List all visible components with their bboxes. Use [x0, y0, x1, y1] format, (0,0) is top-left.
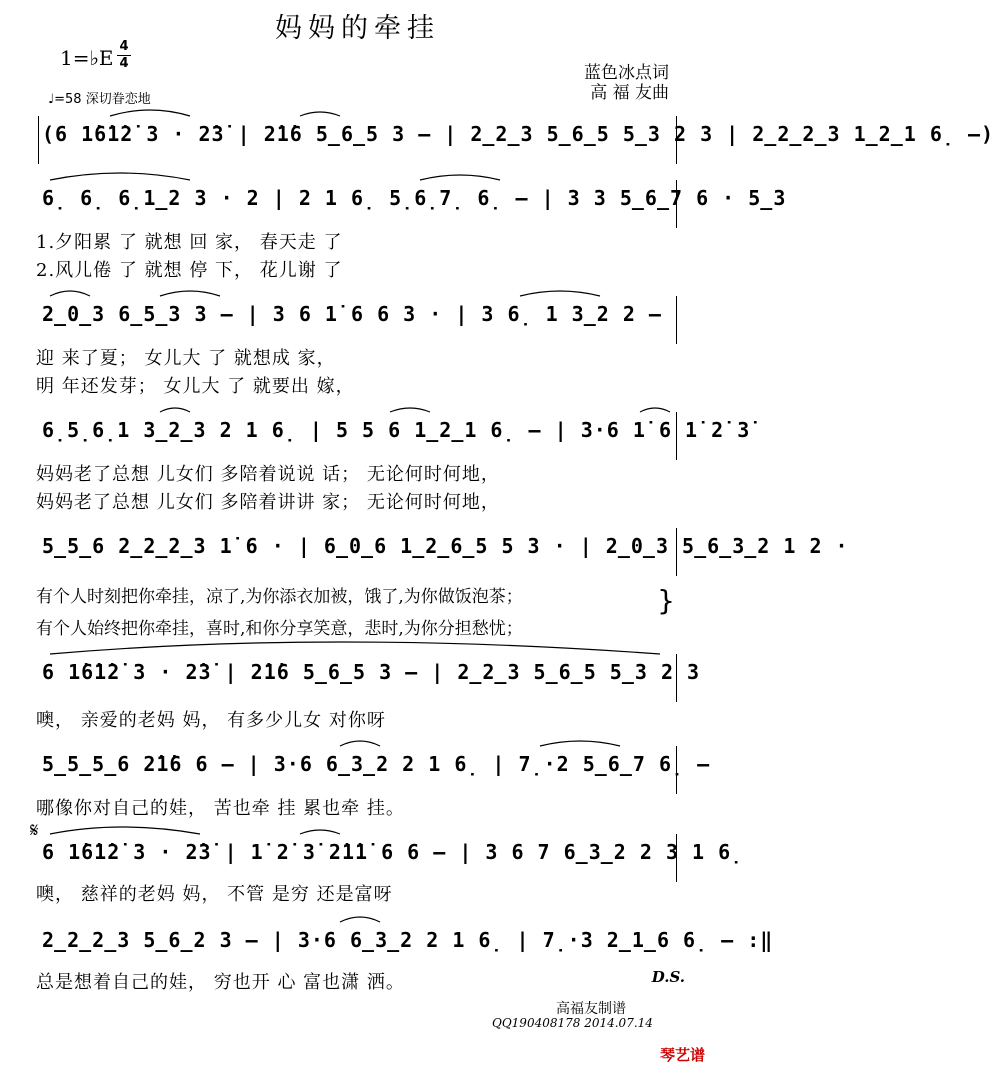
slur-arc	[50, 642, 660, 654]
brace-symbol: }	[657, 584, 675, 617]
key-signature: 1=♭E	[60, 46, 114, 70]
transcriber-credit: 高福友制谱	[556, 1001, 626, 1017]
lyric-line-8: 有个人始终把你牵挂，喜时,和你分享笑意，悲时,为你分担愁忧；	[36, 619, 523, 639]
lyric-line-2: 2.风儿倦 了 就想 停 下， 花儿谢 了	[36, 260, 343, 281]
barline	[676, 834, 677, 882]
dal-segno-marking: D.S.	[651, 968, 685, 986]
notes-row-5: 5̲5̲6 2̲2̲2̲3 1̇ 6 · | 6̲0̲6 1̲2̲6̲5 5 3 · | 2̲0̲3 5̲6̲3̲2 1 2 ·	[42, 534, 849, 558]
notation-row-1	[0, 116, 994, 164]
barline	[38, 116, 39, 164]
barline	[676, 116, 677, 164]
contact-date: QQ190408178 2014.07.14	[492, 1016, 653, 1030]
slur-arc	[50, 827, 200, 834]
notes-row-1: (6 1̇6̇1̇2̇ 3 · 2̇3̇ | 2̇1̇6 5̲6̲5 3 – | 2̲2̲3 5̲6̲5 5̲3 2 3 | 2̲2̲2̲3 1̲2̲1 6̣ –)	[42, 122, 994, 146]
song-title: 妈妈的牵挂	[275, 13, 440, 44]
notation-row-2	[0, 180, 787, 228]
barline	[676, 654, 677, 702]
time-sig-top: 4	[119, 39, 129, 54]
barline	[676, 180, 677, 228]
lyric-line-6: 妈妈老了总想 儿女们 多陪着讲讲 家； 无论何时何地，	[36, 492, 500, 513]
barline	[676, 296, 677, 344]
time-signature	[117, 40, 131, 71]
lyric-line-10: 哪像你对自己的娃， 苦也牵 挂 累也牵 挂。	[36, 798, 405, 819]
notation-row-6	[0, 654, 715, 702]
notes-row-9: 2̲2̲2̲3 5̲6̲2 3 – | 3·6 6̲3̲2 2 1 6̣ | 7̣·3 2̲1̲6 6̣ – :‖	[42, 928, 774, 952]
lyricist-credit: 蓝色冰点词	[584, 63, 669, 83]
notation-row-8	[0, 834, 744, 882]
notation-row-7	[0, 746, 715, 794]
barline	[676, 412, 677, 460]
segno-icon: 𝄋	[30, 818, 39, 842]
notes-row-8: 6 1̇6̇1̇2̇ 3 · 2̇3̇ | 1̇ 2̇ 3̇ 2̇1̇1̇ 6 6 – | 3 6 7 6̲3̲2 2 3 1 6̣	[42, 840, 744, 864]
notation-row-3	[0, 296, 715, 344]
lyric-line-12: 总是想着自己的娃， 穷也开 心 富也潇 洒。	[36, 972, 405, 993]
composer-credit: 高 福 友曲	[590, 83, 669, 103]
notes-row-4: 6̣5̣6̣1 3̲2̲3 2 1 6̣ | 5 5 6 1̲2̲1 6̣ – | 3·6 1̇ 6 1̇ 2̇ 3̇	[42, 418, 751, 442]
lyric-line-4: 明 年还发芽； 女儿大 了 就要出 嫁，	[36, 376, 355, 397]
slur-arc	[50, 173, 190, 180]
lyric-line-3: 迎 来了夏； 女儿大 了 就想成 家，	[36, 348, 336, 369]
tempo-marking: ♩=58 深切眷恋地	[48, 92, 151, 107]
notes-row-6: 6 1̇6̇1̇2̇ 3 · 2̇3̇ | 2̇1̇6 5̲6̲5 3 – | 2̲2̲3 5̲6̲5 5̲3 2 3	[42, 660, 701, 684]
barline	[676, 528, 677, 576]
notation-row-5	[0, 528, 849, 576]
lyric-line-5: 妈妈老了总想 儿女们 多陪着说说 话； 无论何时何地，	[36, 464, 500, 485]
site-logo: 琴艺谱	[659, 1046, 705, 1064]
lyric-line-11: 噢， 慈祥的老妈 妈， 不管 是穷 还是富呀	[36, 884, 393, 905]
lyric-line-7: 有个人时刻把你牵挂，凉了,为你添衣加被，饿了,为你做饭泡茶；	[36, 587, 523, 607]
notes-row-2: 6̣ 6̣ 6̣1̲2 3 · 2 | 2 1 6̣ 5̣6̣7̣ 6̣ – | 3 3 5̲6̲7 6 · 5̲3	[42, 186, 787, 210]
time-sig-bottom: 4	[119, 56, 129, 71]
lyric-line-1: 1.夕阳累 了 就想 回 家， 春天走 了	[36, 232, 343, 253]
barline	[676, 746, 677, 794]
notation-row-9	[0, 922, 774, 970]
lyric-line-9: 噢， 亲爱的老妈 妈， 有多少儿女 对你呀	[36, 710, 386, 731]
notes-row-3: 2̲0̲3 6̲5̲3 3 – | 3 6 1̇ 6 6 3 · | 3 6̣ 1 3̲2 2 –	[42, 302, 662, 326]
notes-row-7: 5̲5̲5̲6 2̇1̇6 6 – | 3·6 6̲3̲2 2 1 6̣ | 7̣·2 5̲6̲7 6̣ –	[42, 752, 711, 776]
notation-row-4	[0, 412, 751, 460]
